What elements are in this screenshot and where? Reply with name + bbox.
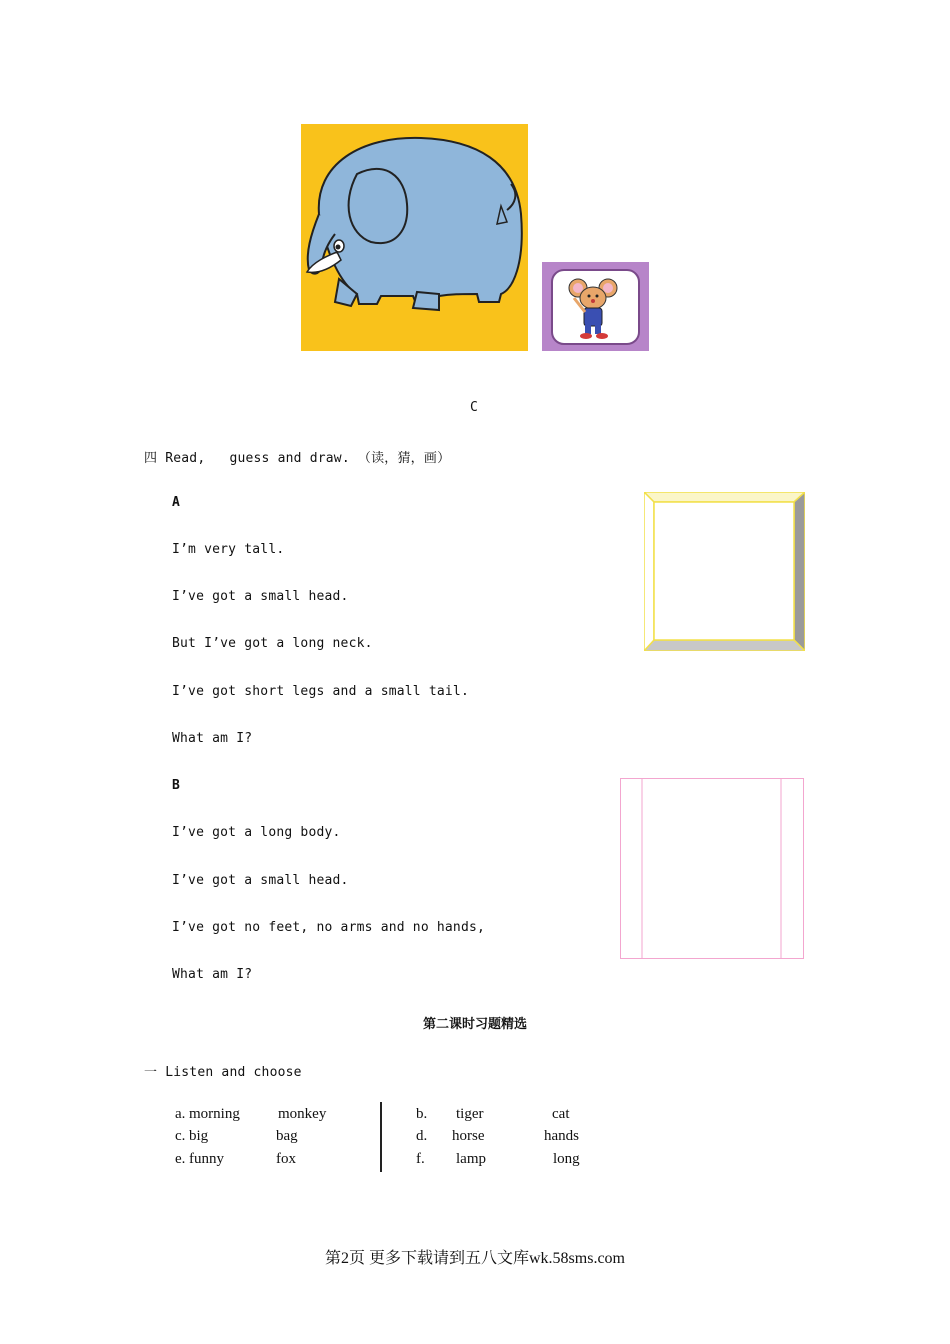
column-divider	[380, 1102, 382, 1172]
elephant-picture	[301, 124, 528, 351]
riddle-b-line: I’ve got no feet, no arms and no hands,	[172, 920, 486, 935]
drawing-frame-b	[620, 778, 804, 959]
option-letter: c.	[175, 1128, 186, 1144]
option-word: cat	[552, 1106, 570, 1122]
option-word: monkey	[278, 1106, 327, 1122]
option-word: bag	[276, 1128, 298, 1144]
page-footer: 第2页 更多下载请到五八文库wk.58sms.com	[324, 1250, 625, 1267]
riddle-a-line: I’ve got a small head.	[172, 589, 349, 604]
riddle-b-line: I’ve got a small head.	[172, 873, 349, 888]
mouse-picture	[542, 262, 649, 351]
figure-label: C	[470, 400, 479, 415]
option-letter: f.	[416, 1151, 425, 1167]
riddle-b-line: What am I?	[172, 967, 253, 982]
lesson-heading: 第二课时习题精选	[422, 1017, 527, 1032]
riddle-b-label: B	[172, 778, 181, 793]
riddle-b-line: I’ve got a long body.	[172, 825, 341, 840]
riddle-a-line: I’ve got short legs and a small tail.	[172, 684, 469, 699]
option-letter: e.	[175, 1151, 186, 1167]
riddle-a-line: But I’ve got a long neck.	[172, 636, 373, 651]
option-word: lamp	[456, 1151, 486, 1167]
option-letter: b.	[416, 1106, 428, 1122]
riddle-a-line: I’m very tall.	[172, 542, 285, 557]
option-word: fox	[276, 1151, 296, 1167]
riddle-a-label: A	[172, 495, 181, 510]
option-word: funny	[189, 1151, 224, 1167]
option-word: horse	[452, 1128, 485, 1144]
option-letter: a.	[175, 1106, 186, 1122]
option-word: long	[553, 1151, 580, 1167]
section-title-listen-choose: 一 Listen and choose	[144, 1065, 302, 1080]
word-table	[170, 1100, 600, 1175]
option-word: big	[189, 1128, 209, 1144]
drawing-frame-a	[644, 492, 805, 651]
option-letter: d.	[416, 1128, 428, 1144]
option-word: hands	[544, 1128, 579, 1144]
option-word: tiger	[456, 1106, 484, 1122]
option-word: morning	[189, 1106, 240, 1122]
riddle-a-line: What am I?	[172, 731, 253, 746]
section-title-read-guess-draw: 四 Read, guess and draw. （读，猜，画）	[144, 451, 451, 466]
